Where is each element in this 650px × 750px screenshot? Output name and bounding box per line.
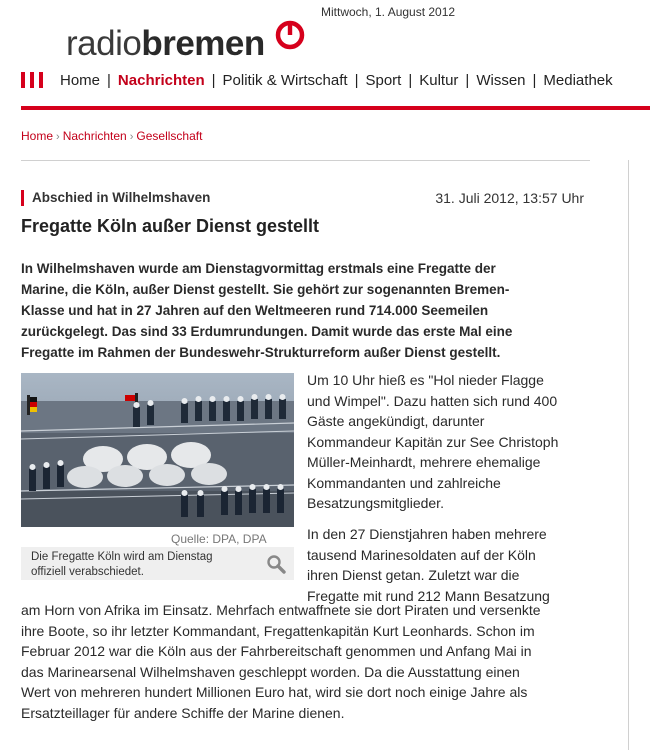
frigate-photo[interactable] xyxy=(21,373,294,527)
body-line: Februar 2012 war die Köln aus der Fahrbereitschaft genommen und Anfang Mai in xyxy=(21,643,532,659)
breadcrumb-nachrichten[interactable]: Nachrichten xyxy=(62,129,127,143)
content-divider xyxy=(21,160,590,161)
body-line: und Wimpel". Dazu hatten sich rund 400 xyxy=(307,392,558,409)
lead-line: In Wilhelmshaven wurde am Dienstagvormittag erstmals eine Fregatte der xyxy=(21,261,496,276)
nav-item-nachrichten[interactable]: Nachrichten xyxy=(117,71,205,89)
body-line: In den 27 Dienstjahren haben mehrere xyxy=(307,526,547,542)
nav-separator: | xyxy=(107,71,111,89)
article-kicker: Abschied in Wilhelmshaven xyxy=(21,190,210,206)
body-line: Um 10 Uhr hieß es "Hol nieder Flagge xyxy=(307,372,544,388)
caption-line: offiziell verabschiedet. xyxy=(31,566,144,578)
article-lead xyxy=(21,258,581,363)
column-divider xyxy=(628,160,629,750)
nav-item-sport[interactable]: Sport xyxy=(365,71,402,89)
article-headline: Fregatte Köln außer Dienst gestellt xyxy=(21,216,320,236)
body-line: Fregatte mit rund 212 Mann Besatzung xyxy=(307,587,550,604)
body-line: Gäste angekündigt, darunter xyxy=(307,413,485,429)
article-date: 31. Juli 2012, 13:57 Uhr xyxy=(435,190,584,206)
image-credit: Quelle: DPA, DPA xyxy=(171,532,267,546)
body-line: ihre Boote, so ihr letzter Kommandant, Fregattenkapitän Kurt Leonhards. Schon im xyxy=(21,622,535,639)
body-line: ihren Dienst getan. Zuletzt war die xyxy=(307,567,520,583)
nav-item-home[interactable]: Home xyxy=(60,71,101,89)
body-line: Kommandeur Kapitän zur See Christoph xyxy=(307,433,559,450)
nav-divider xyxy=(21,106,650,110)
main-nav xyxy=(21,70,613,90)
breadcrumb-gesellschaft[interactable]: Gesellschaft xyxy=(136,129,203,143)
body-line: Kommandanten und zahlreiche xyxy=(307,474,501,491)
breadcrumb-home[interactable]: Home xyxy=(21,129,54,143)
body-line: tausend Marinesoldaten auf der Köln xyxy=(307,546,536,563)
logo-wordmark: radiobremen xyxy=(66,24,265,63)
logo-ring-icon xyxy=(275,20,305,50)
body-line: Ersatzteillager für andere Schiffe der Marine dienen. xyxy=(21,704,345,721)
nav-item-mediathek[interactable]: Mediathek xyxy=(543,71,613,89)
nav-separator: | xyxy=(465,71,470,89)
lead-line: Marine, die Köln, außer Dienst gestellt. Sie gehört zur sogenannten Bremen- xyxy=(21,282,510,297)
breadcrumb-separator: › xyxy=(129,131,134,143)
caption-line: Die Fregatte Köln wird am Dienstag xyxy=(31,551,213,563)
nav-separator: | xyxy=(211,71,216,89)
body-paragraph-1 xyxy=(307,370,558,514)
magnifier-icon[interactable] xyxy=(266,554,286,574)
body-line: am Horn von Afrika im Einsatz. Mehrfach entwaffnete sie dort Piraten und versenkte xyxy=(21,602,541,618)
body-line: Besatzungsmitglieder. xyxy=(307,495,444,511)
nav-item-politik-wirtschaft[interactable]: Politik & Wirtschaft xyxy=(222,71,348,89)
lead-line: Klasse und hat in 27 Jahren auf den Weltmeeren rund 714.000 Seemeilen xyxy=(21,303,489,318)
nav-item-kultur[interactable]: Kultur xyxy=(419,71,459,89)
image-caption xyxy=(31,550,213,580)
breadcrumb xyxy=(21,129,202,143)
lead-line: Fregatte im Rahmen der Bundeswehr-Strukturreform außer Dienst gestellt. xyxy=(21,345,501,360)
body-paragraph-2-continued xyxy=(21,600,541,723)
body-line: Müller-Meinhardt, mehrere ehemalige xyxy=(307,454,541,470)
nav-separator: | xyxy=(354,71,359,89)
lead-line: zurückgelegt. Das sind 33 Erdumrundungen. Damit wurde das erste Mal eine xyxy=(21,324,513,339)
body-line: das Marinearsenal Wilhelmshaven geschleppt worden. Da die Ausstattung einen xyxy=(21,663,520,680)
nav-separator: | xyxy=(408,71,413,89)
header-date: Mittwoch, 1. August 2012 xyxy=(321,5,456,19)
nav-item-wissen[interactable]: Wissen xyxy=(476,71,526,89)
body-paragraph-2-start xyxy=(307,524,550,606)
body-line: Wert von mehreren hundert Millionen Euro hat, wird sie dort noch einige Jahre als xyxy=(21,684,528,700)
image-caption-box xyxy=(21,547,294,580)
breadcrumb-separator: › xyxy=(56,131,60,143)
frigate-photo-graphic xyxy=(21,373,294,527)
nav-separator: | xyxy=(532,71,537,89)
article-figure xyxy=(21,373,294,527)
nav-menu-icon[interactable] xyxy=(21,72,43,88)
